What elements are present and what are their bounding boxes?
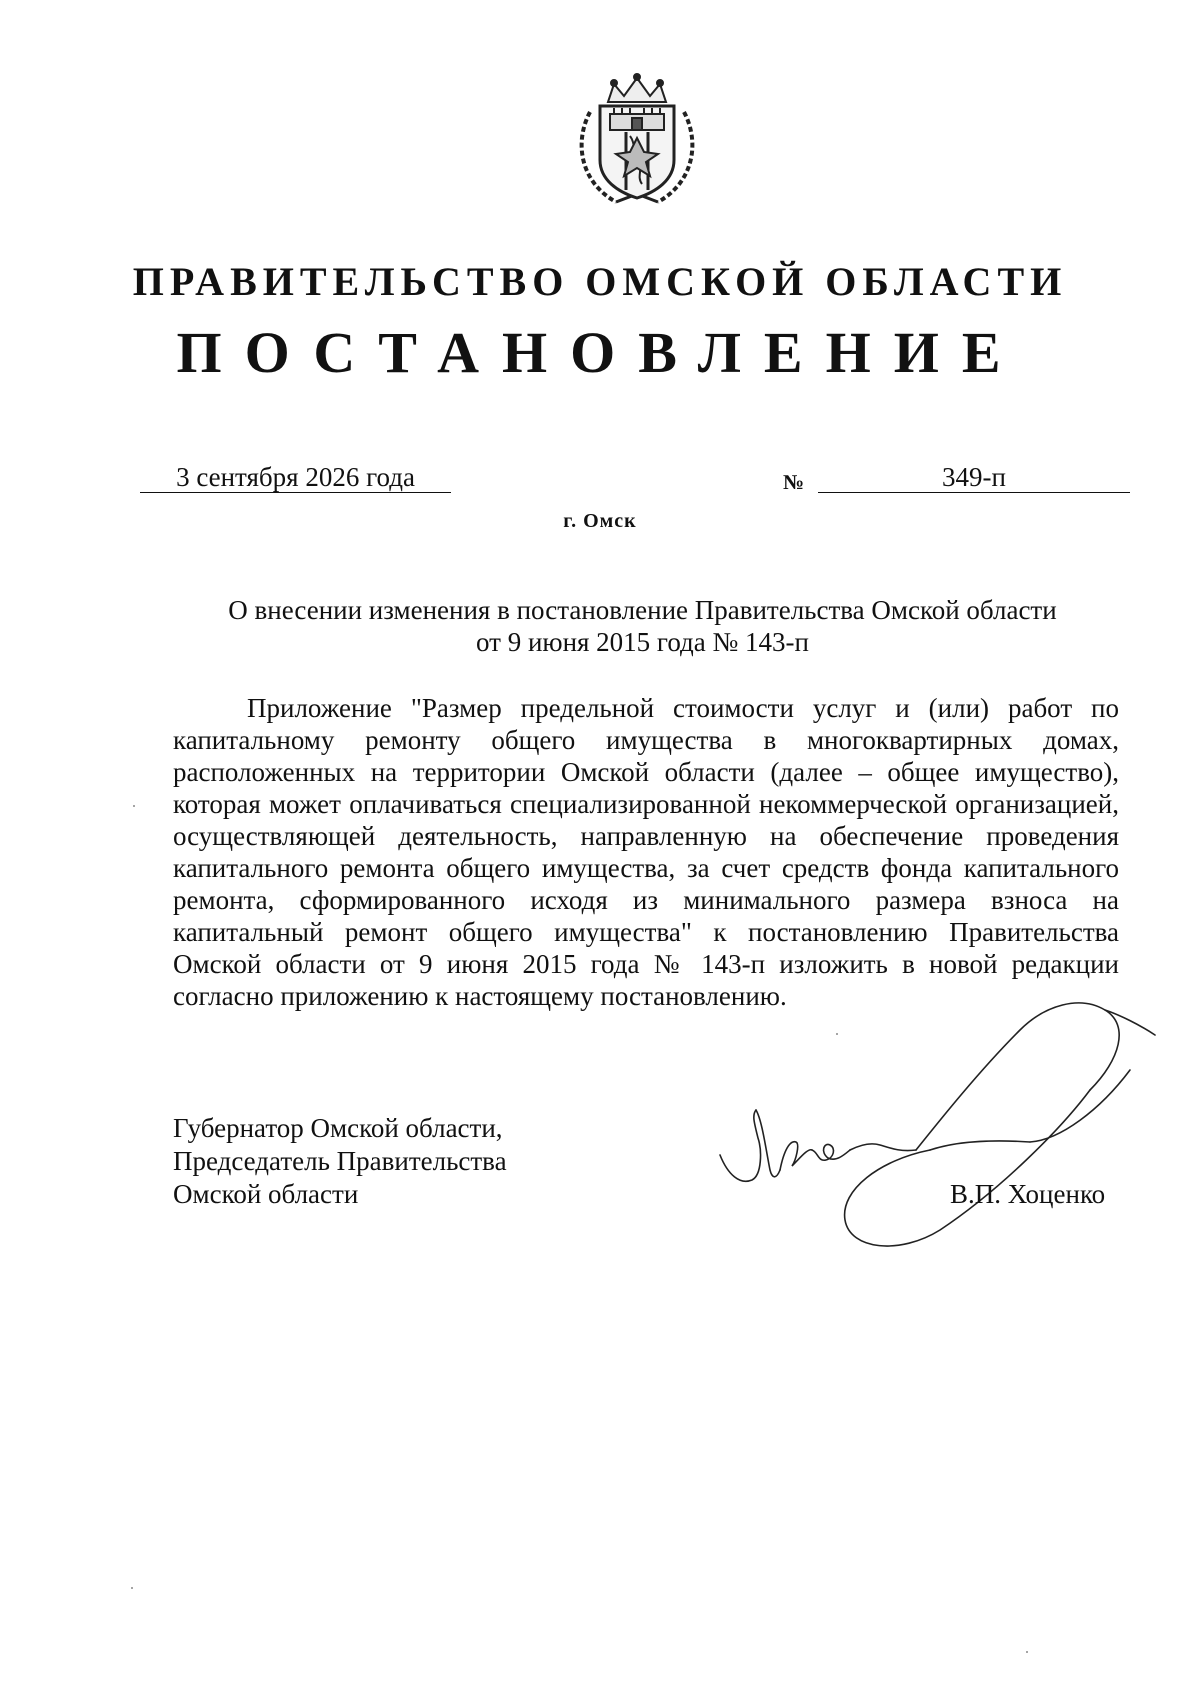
scan-speck [131, 1587, 133, 1589]
signer-position-line-3: Омской области [173, 1179, 359, 1209]
number-sign: № [783, 470, 805, 494]
subject-line-2: от 9 июня 2015 года № 143-п [476, 627, 809, 657]
signature-icon [700, 990, 1170, 1280]
coat-of-arms-icon [566, 72, 708, 210]
signer-position-line-2: Председатель Правительства [173, 1146, 507, 1176]
document-number: 349-п [818, 462, 1130, 493]
signer-position [173, 1112, 693, 1211]
signer-position-line-1: Губернатор Омской области, [173, 1113, 503, 1143]
organization-title: ПРАВИТЕЛЬСТВО ОМСКОЙ ОБЛАСТИ [132, 259, 1068, 304]
city: г. Омск [563, 510, 637, 532]
scan-speck [133, 805, 135, 807]
scan-speck [1026, 1651, 1028, 1653]
document-subject [170, 594, 1115, 658]
body-paragraph: Приложение "Размер предельной стоимости услуг и (или) работ по капитальному ремонту общего имущества в многоквартирных домах, расположенных на территории Омской области (далее – общее имущество), которая может оплачиваться специализированной некоммерческой организацией, осуществляющей деятельность, направленную на обеспечение проведения капитального ремонта общего имущества, за счет средств фонда капитального ремонта, сформированного исходя из минимального размера взноса на капитальный ремонт общего имущества" к постановлению Правительства Омской области от 9 июня 2015 года № 143-п изложить в новой редакции согласно приложению к настоящему постановлению. [173, 693, 1119, 1011]
signer-name: В.П. Хоценко [950, 1179, 1106, 1209]
scan-speck [836, 1033, 838, 1035]
document-date: 3 сентября 2026 года [140, 462, 451, 493]
document-type: ПОСТАНОВЛЕНИЕ [176, 320, 1024, 385]
subject-line-1: О внесении изменения в постановление Правительства Омской области [228, 595, 1057, 625]
